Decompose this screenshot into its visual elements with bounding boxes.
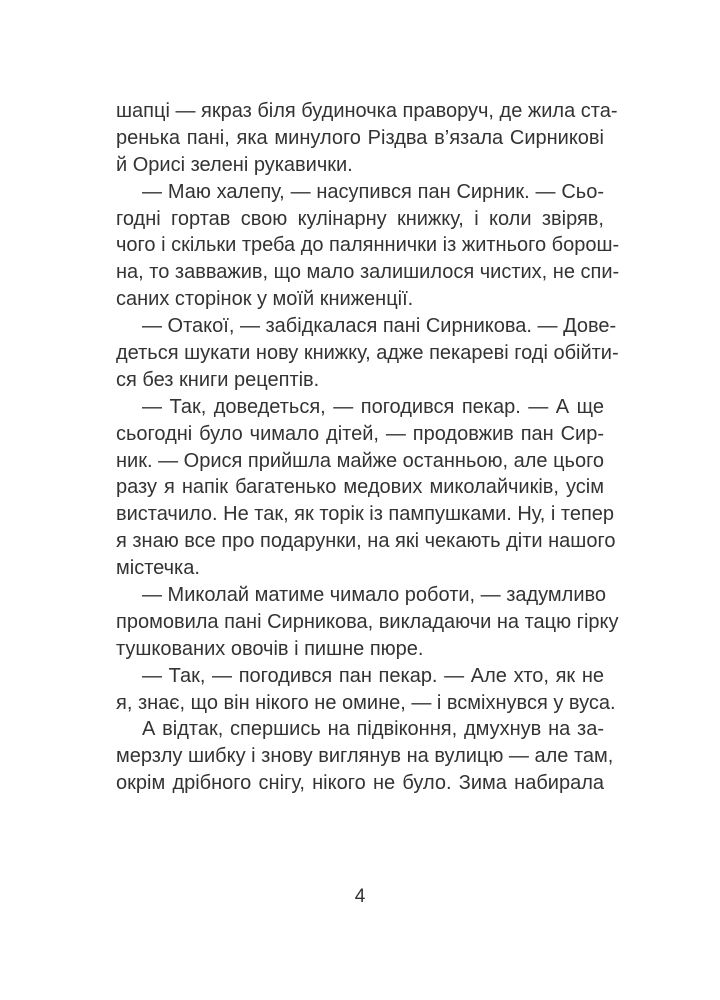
text-line: — Так, — погодився пан пекар. — Але хто, як не: [142, 664, 604, 687]
page-body: [116, 98, 620, 797]
text-line: — Миколай матиме чимало роботи, — задумливо: [142, 584, 607, 607]
text-line: саних сторінок у моїй книженції.: [116, 288, 414, 311]
text-line: — Так, доведеться, — погодився пекар. — А ще: [142, 395, 604, 418]
text-line: чого і скільки треба до паляннички із житнього борош-: [116, 234, 620, 257]
text-line: й Орисі зелені рукавички.: [116, 153, 353, 176]
text-line: разу я напік багатенько медових миколайчиків, усім: [116, 476, 604, 499]
text-line: мерзлу шибку і знову виглянув на вулицю — але там,: [116, 745, 614, 768]
text-line: — Маю халепу, — насупився пан Сирник. — Сьо-: [142, 180, 604, 203]
text-line: я знаю все про подарунки, на які чекають діти нашого: [116, 530, 616, 553]
text-line: я, знає, що він нікого не омине, — і всміхнувся у вуса.: [116, 691, 616, 714]
text-line: А відтак, спершись на підвіконня, дмухнув на за-: [142, 718, 604, 741]
text-line: деться шукати нову книжку, адже пекареві годі обійти-: [116, 342, 619, 365]
text-line: окрім дрібного снігу, нікого не було. Зима набирала: [116, 772, 604, 795]
text-line: ник. — Орися прийшла майже останньою, але цього: [116, 449, 605, 472]
text-line: годні гортав свою кулінарну книжку, і коли звіряв,: [116, 207, 604, 230]
text-line: — Отакої, — забідкалася пані Сирникова. — Дове-: [142, 315, 617, 338]
text-line: промовила пані Сирникова, викладаючи на тацю гірку: [116, 610, 619, 633]
text-line: ренька пані, яка минулого Різдва в’язала Сирникові: [116, 126, 604, 149]
text-line: вистачило. Не так, як торік із пампушками. Ну, і тепер: [116, 503, 615, 526]
text-line: ся без книги рецептів.: [116, 368, 320, 391]
text-line: сьогодні було чимало дітей, — продовжив пан Сир-: [116, 422, 604, 445]
text-line: містечка.: [116, 557, 200, 580]
text-line: на, то завважив, що мало залишилося чистих, не спи-: [116, 261, 620, 284]
text-line: тушкованих овочів і пишне пюре.: [116, 637, 424, 660]
text-line: шапці — якраз біля будиночка праворуч, де жила ста-: [116, 100, 618, 122]
page-number: 4: [354, 886, 366, 907]
